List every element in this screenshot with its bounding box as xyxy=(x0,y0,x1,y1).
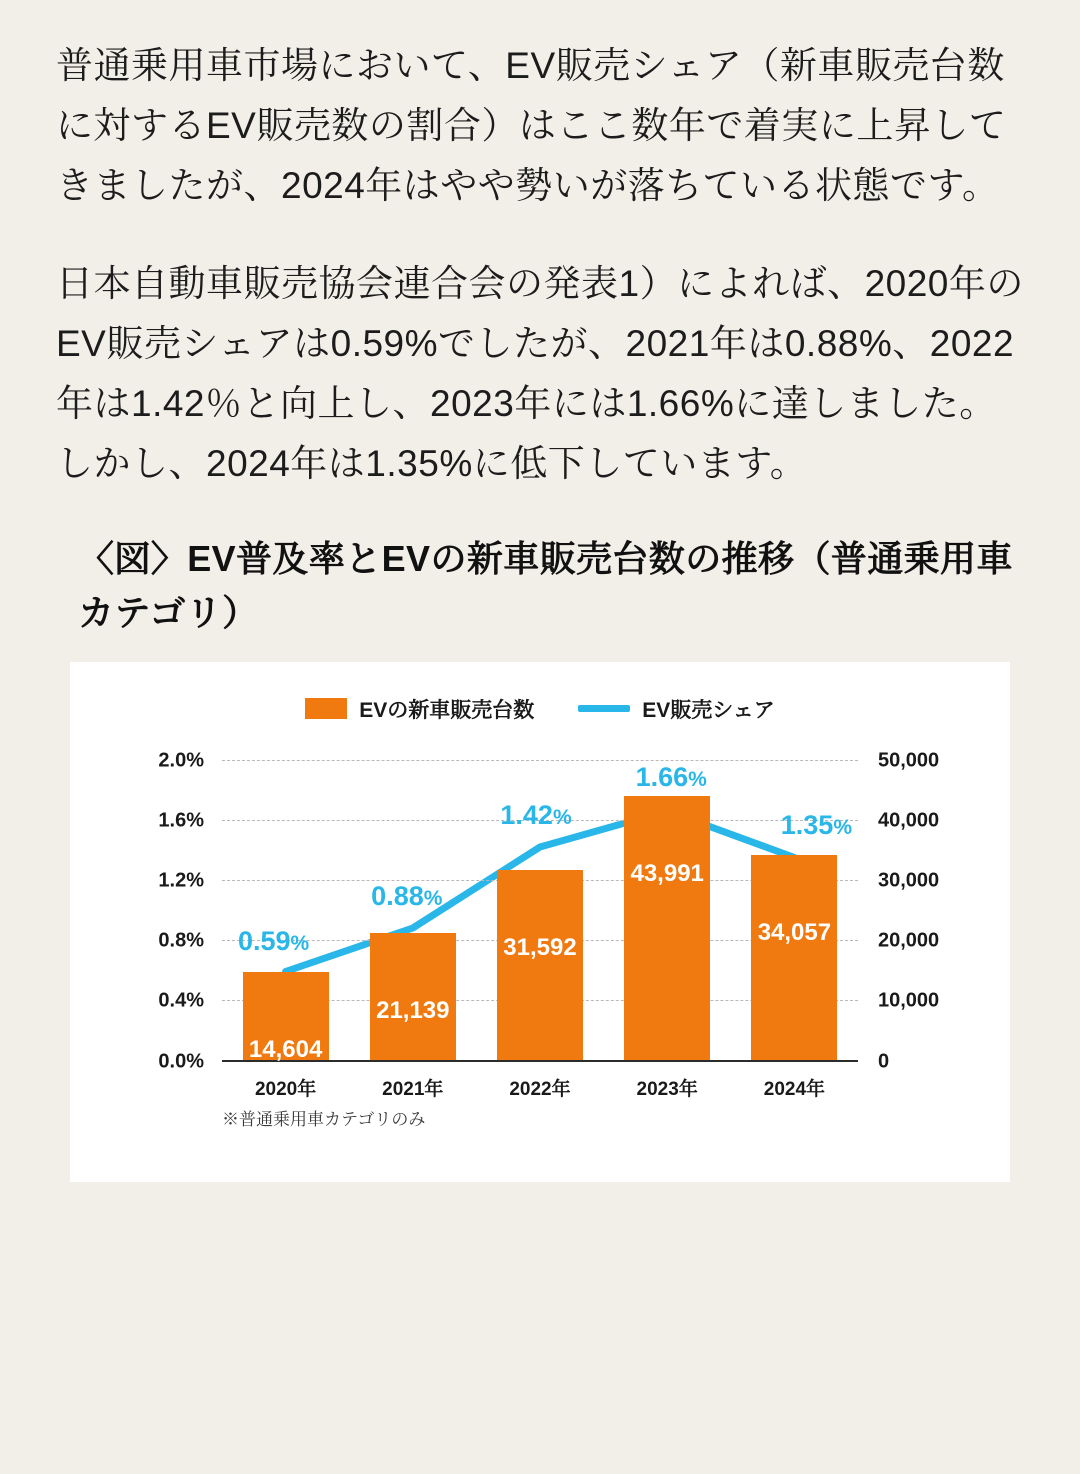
legend-line-swatch-icon xyxy=(578,705,630,712)
y-axis-left-tick: 1.6% xyxy=(158,809,204,832)
plot-area xyxy=(158,749,940,1100)
y-axis-right-tick: 0 xyxy=(878,1050,890,1073)
bar xyxy=(243,972,329,1063)
y-axis-left-tick: 0.8% xyxy=(158,929,204,952)
chart-footnote: ※普通乗用車カテゴリのみ xyxy=(222,1109,426,1129)
bar-value-label: 34,057 xyxy=(757,919,832,947)
bar-value-label: 21,139 xyxy=(376,996,450,1024)
legend-item-line xyxy=(578,694,775,724)
bar xyxy=(624,796,710,1060)
line-point-label: 1.42% xyxy=(500,799,572,830)
y-axis-right-tick: 40,000 xyxy=(878,809,940,832)
paragraph-1: 普通乗用車市場において、EV販売シェア（新車販売台数に対するEV販売数の割合）はここ数年で着実に上昇してきましたが、2024年はやや勢いが落ちている状態です。 xyxy=(56,45,1007,206)
line-point-label: 1.66% xyxy=(635,761,707,792)
y-axis-left-tick: 0.4% xyxy=(158,989,204,1012)
chart-legend xyxy=(70,662,1010,724)
paragraph-2: 日本自動車販売協会連合会の発表1）によれば、2020年のEV販売シェアは0.59%でしたが、2021年は0.88%、2022年は1.42％と向上し、2023年には1.66%に達しました。しかし、2024年は1.35%に低下しています。 xyxy=(56,262,1024,484)
line-point-label: 1.35% xyxy=(780,810,853,841)
x-axis-tick-label: 2023年 xyxy=(636,1078,698,1100)
figure-heading: 〈図〉EV普及率とEVの新車販売台数の推移（普通乗用車カテゴリ） xyxy=(78,537,1013,633)
plot-wrap xyxy=(70,724,1010,1144)
gridline xyxy=(158,749,940,772)
y-axis-right-tick: 50,000 xyxy=(878,749,940,772)
legend-bar-swatch-icon xyxy=(305,698,347,719)
x-axis-tick-label: 2024年 xyxy=(763,1078,826,1100)
bar xyxy=(751,855,837,1059)
bar-value-label: 31,592 xyxy=(503,934,577,962)
bar-value-label: 14,604 xyxy=(248,1035,323,1063)
line-point-label: 0.59% xyxy=(237,926,310,957)
bar xyxy=(370,933,456,1060)
y-axis-right-tick: 10,000 xyxy=(878,989,940,1012)
x-axis-tick-label: 2021年 xyxy=(382,1078,444,1100)
legend-line-label: EV販売シェア xyxy=(642,698,775,722)
y-axis-right-tick: 30,000 xyxy=(878,869,940,892)
chart-card xyxy=(70,662,1010,1182)
legend-item-bars xyxy=(305,694,534,724)
y-axis-left-tick: 1.2% xyxy=(158,869,204,892)
y-axis-right-tick: 20,000 xyxy=(878,929,940,952)
bar-value-label: 43,991 xyxy=(630,859,704,887)
legend-bar-label: EVの新車販売台数 xyxy=(359,698,535,722)
y-axis-left-tick: 0.0% xyxy=(158,1050,204,1073)
x-axis-tick-label: 2020年 xyxy=(254,1078,317,1100)
x-axis-tick-label: 2022年 xyxy=(509,1078,571,1100)
line-point-label: 0.88% xyxy=(371,880,443,911)
y-axis-left-tick: 2.0% xyxy=(158,749,204,772)
bar xyxy=(497,870,583,1060)
